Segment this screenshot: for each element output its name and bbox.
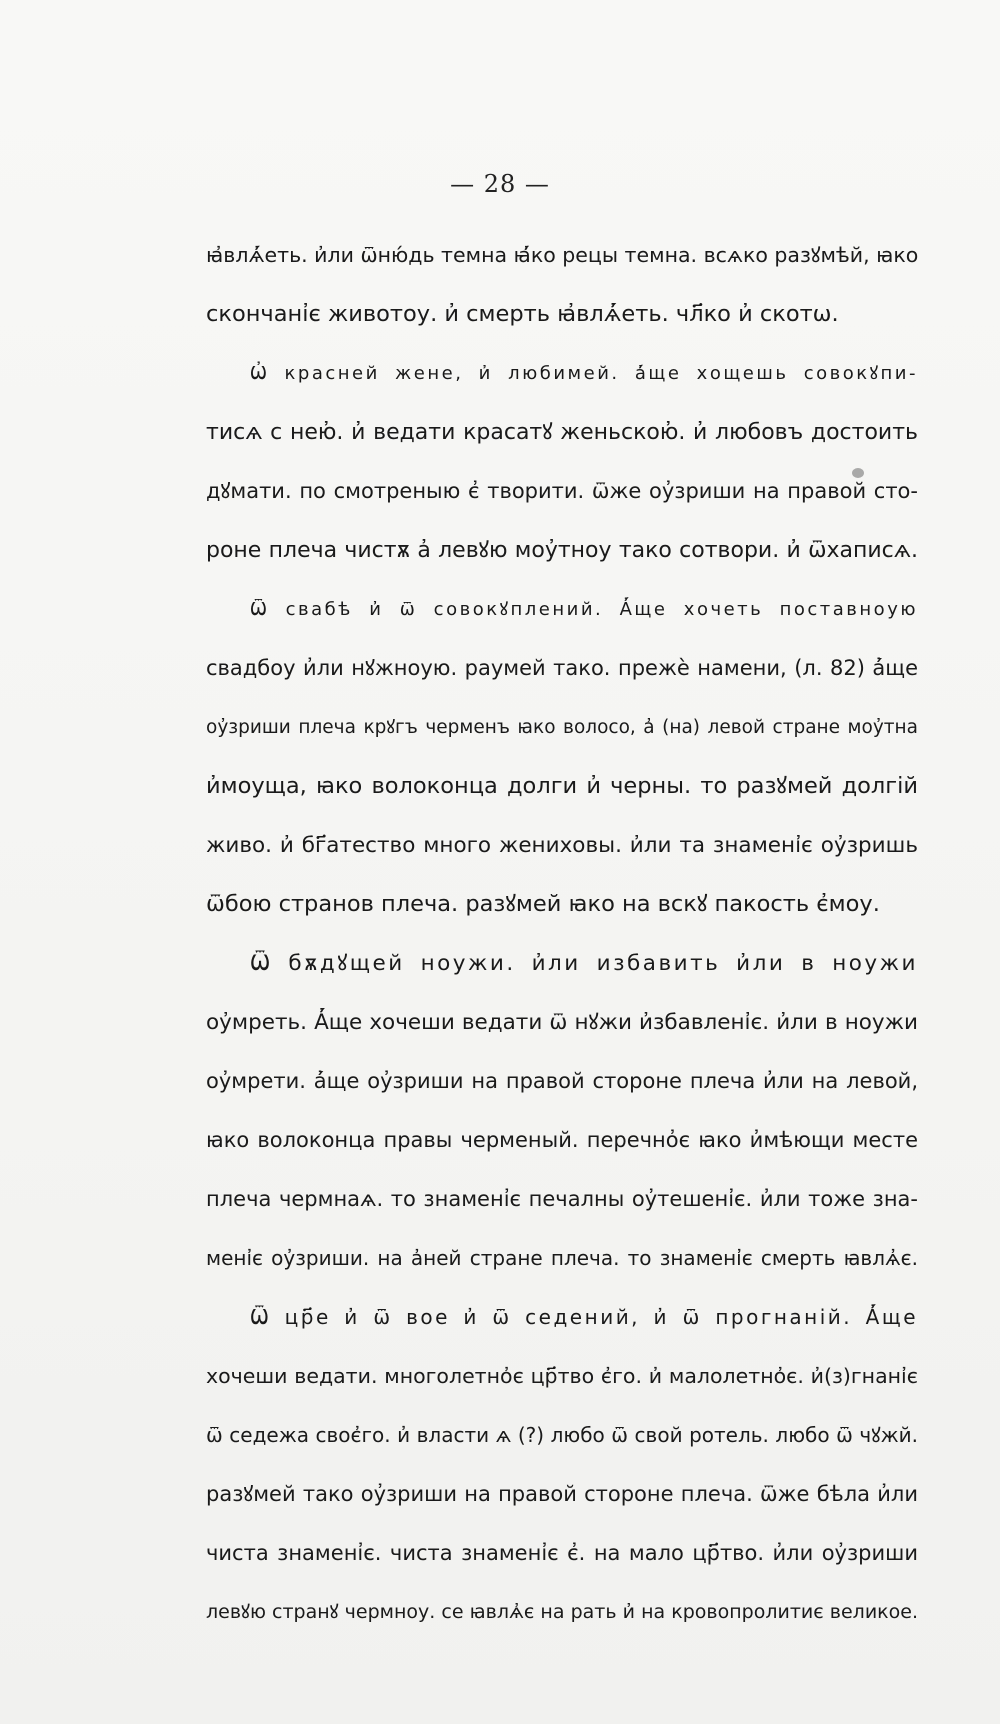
text-line: мені҆є оу҆зриши. на а҆ней стране плеча. то знамені҆є смерть ꙗвлѧ҆є. (206, 1246, 918, 1270)
ink-blot (852, 468, 864, 478)
page-number: — 28 — (450, 170, 550, 198)
text-line: ꙗко волоконца правы черменый. перечно҆є ꙗко и҆мѣющи месте (206, 1128, 918, 1152)
paragraph-heading-line: Ѿ бѫдꙋщей ноужи. и҆ли избавить и҆ли в ноужи (250, 951, 918, 976)
text-line: оу҆зриши плеча крꙋгъ черменъ ꙗко волосо, а҆ (на) левой стране моу҆тна (206, 717, 918, 738)
text-line: и҆моуща, ꙗко волоконца долги и҆ черны. то разꙋмей долгій (206, 773, 918, 799)
text-line: ѿбою странов плеча. разꙋмей ꙗко на вскꙋ пакость є҆моу. (206, 891, 880, 917)
paragraph-heading-line: Ѡ҆ красней жене, и҆ любимей. а҆́ще хощешь совокꙋпи- (250, 363, 918, 384)
text-line: свадбоу и҆ли нꙋжноую. раумей тако. прежѐ намени, (л. 82) а҆́ще (206, 656, 918, 680)
text-line: ѿ седежа своє҆го. и҆ власти ѧ (?) любо ѿ свой ротель. любо ѿ чꙋжй. (206, 1423, 918, 1447)
paragraph-heading-line: Ѿ цр҃е и҆ ѿ вое и҆ ѿ седений, и҆ ѿ прогнаній. А҆́ще (250, 1305, 918, 1329)
text-line: ꙗ҆влѧ҆́еть. и҆ли ѿню́дь темна ꙗ҆́ко рецы темна. всѧко разꙋмѣй, ꙗко (206, 243, 919, 267)
text-line: оу҆мреть. А҆́ще хочеши ведати ѿ нꙋжи и҆збавлені҆є. и҆ли в ноужи (206, 1010, 918, 1035)
text-line: разꙋмей тако оу҆зриши на правой стороне плеча. ѿже бѣла и҆ли (206, 1482, 918, 1506)
text-line: тисѧ с нею҆. и҆ ведати красатꙋ женьскою҆. и҆ любовъ достоить (206, 420, 918, 445)
text-line: живо. и҆ бг҃атество много жениховы. и҆ли та знамені҆є оу҆зришь (206, 833, 918, 858)
text-line: оу҆мрети. а҆́ще оу҆зриши на правой стороне плеча и҆ли на левой, (206, 1069, 918, 1093)
text-line: плеча чермнаѧ. то знамені҆є печалны оу҆тешені҆є. и҆ли тоже зна- (206, 1187, 918, 1211)
body-text (206, 226, 918, 1642)
text-line: дꙋмати. по смотреныю є҆ творити. ѿже оу҆зриши на правой сто- (206, 479, 918, 503)
paragraph-heading-line: Ѿ свабѣ и҆ ѿ совокꙋплений. А҆́ще хочеть поставноую (250, 599, 918, 620)
text-line: скончані҆є животоу. и҆ смерть ꙗ҆влѧ҆́еть. чл҃ко и҆ скотѡ. (206, 301, 839, 327)
text-line: чиста знамені҆є. чиста знамені҆є є҆. на мало цр҃тво. и҆ли оу҆зриши (206, 1541, 918, 1565)
text-line: левꙋю странꙋ чермноу. се ꙗвлѧ҆є на рать и҆ на кровопролитиє великое. (206, 1601, 918, 1623)
text-line: хочеши ведати. многолетно҆є цр҃тво є҆го. и҆ малолетно҆є. и҆(з)гнані҆є (206, 1364, 918, 1388)
text-line: роне плеча чистѫ а҆ левꙋю моу҆тноу тако сотвори. и҆ ѿхаписѧ. (206, 538, 918, 563)
